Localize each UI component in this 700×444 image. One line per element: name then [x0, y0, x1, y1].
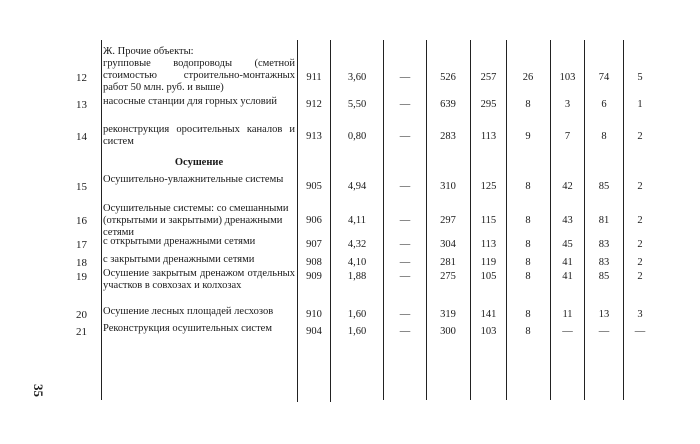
cell-c6: 3 [637, 309, 643, 320]
cell-c4: 41 [562, 257, 573, 268]
row-description: Реконструкция осушительных систем [103, 323, 272, 334]
row-description: Осушение [174, 157, 224, 168]
cell-c5: 85 [598, 271, 610, 282]
cell-c4: 7 [564, 131, 571, 142]
cell-dash: — [399, 309, 411, 320]
cell-c5: 8 [601, 131, 607, 142]
cell-c1: 526 [440, 72, 456, 83]
cell-value: 4,94 [347, 181, 367, 192]
row-description: с закрытыми дренажными сетями [103, 254, 255, 265]
cell-c3: 9 [525, 131, 531, 142]
row-description: с открытыми дренажными сетями [103, 236, 256, 247]
cell-code: 904 [306, 326, 322, 337]
column-rule [470, 40, 471, 400]
page-number: 35 [31, 384, 46, 397]
cell-c1: 297 [440, 215, 456, 226]
cell-dash: — [399, 271, 411, 282]
cell-c6: 2 [637, 131, 643, 142]
cell-c4: 42 [562, 181, 573, 192]
cell-c3: 8 [525, 271, 531, 282]
cell-c3: 8 [525, 181, 531, 192]
row-description: Осушительно-увлажнительные системы [103, 174, 284, 185]
cell-code: 911 [306, 72, 322, 83]
cell-c4: 3 [564, 99, 571, 110]
cell-c5: 85 [598, 181, 610, 192]
cell-c3: 8 [525, 99, 531, 110]
cell-code: 905 [306, 181, 322, 192]
cell-value: 1,60 [347, 309, 367, 320]
cell-c6: 2 [637, 271, 643, 282]
row-description: Осушение лесных площадей лесхозов [103, 306, 274, 317]
cell-c4: 11 [562, 309, 573, 320]
cell-c3: 8 [525, 215, 531, 226]
cell-c1: 319 [440, 309, 456, 320]
column-rule [550, 40, 551, 400]
cell-dash: — [399, 215, 411, 226]
cell-dash: — [399, 326, 411, 337]
column-rule [584, 40, 585, 400]
cell-value: 4,11 [348, 215, 366, 226]
cell-c6: 2 [637, 215, 643, 226]
cell-c4: 43 [562, 215, 573, 226]
cell-code: 913 [306, 131, 322, 142]
row-number: 21 [76, 326, 87, 338]
cell-c3: 8 [525, 326, 531, 337]
row-number: 14 [76, 131, 87, 143]
row-description: групповые водопроводы (сметной стоимостью строительно-монтажных работ 50 млн. руб. и выше) [103, 58, 295, 93]
cell-dash: — [399, 257, 411, 268]
cell-c6: 2 [637, 181, 643, 192]
cell-dash: — [399, 72, 411, 83]
cell-c1: 283 [440, 131, 456, 142]
cell-c1: 304 [440, 239, 456, 250]
column-rule [623, 40, 624, 400]
row-number: 13 [76, 99, 87, 111]
cell-value: 4,32 [347, 239, 367, 250]
cell-c2: 103 [480, 326, 497, 337]
row-number: 19 [76, 271, 87, 283]
column-rule [506, 40, 507, 400]
cell-code: 908 [306, 257, 322, 268]
cell-c5: 6 [601, 99, 607, 110]
cell-c3: 8 [525, 309, 531, 320]
cell-value: 5,50 [347, 99, 367, 110]
row-number: 17 [76, 239, 87, 251]
cell-c2: 125 [480, 181, 497, 192]
cell-c3: 26 [522, 72, 534, 83]
cell-c4: 41 [562, 271, 573, 282]
cell-c6: 2 [637, 239, 643, 250]
cell-c1: 300 [440, 326, 456, 337]
cell-c4: 103 [559, 72, 576, 83]
cell-c6: — [634, 326, 646, 337]
column-rule [297, 40, 298, 402]
cell-dash: — [399, 239, 411, 250]
column-rule [426, 40, 427, 400]
cell-c5: 83 [598, 239, 610, 250]
cell-c5: 13 [598, 309, 610, 320]
cell-value: 3,60 [347, 72, 367, 83]
row-number: 12 [76, 72, 87, 84]
cell-value: 1,88 [347, 271, 367, 282]
cell-code: 906 [306, 215, 322, 226]
column-rule [330, 40, 331, 402]
cell-value: 1,60 [347, 326, 367, 337]
cell-c2: 115 [480, 215, 497, 226]
column-rule [101, 40, 102, 400]
cell-c5: 83 [598, 257, 610, 268]
cell-c3: 8 [525, 239, 531, 250]
row-number: 15 [76, 181, 87, 193]
cell-c5: — [598, 326, 610, 337]
row-description: Ж. Прочие объекты: [103, 46, 194, 57]
cell-code: 907 [306, 239, 322, 250]
cell-c4: 45 [562, 239, 573, 250]
cell-dash: — [399, 181, 411, 192]
cell-c2: 295 [480, 99, 497, 110]
row-description: Осушение закрытым дренажом отдельных участков в совхозах и колхозах [103, 268, 295, 291]
cell-c2: 119 [480, 257, 497, 268]
cell-c2: 113 [480, 239, 497, 250]
cell-c2: 113 [480, 131, 497, 142]
cell-c6: 1 [637, 99, 643, 110]
cell-code: 912 [306, 99, 322, 110]
row-description: Осушительные системы: со смешанными (открытыми и закрытыми) дренажными сетями [103, 203, 289, 238]
row-number: 18 [76, 257, 87, 269]
column-rule [383, 40, 384, 400]
cell-c2: 257 [480, 72, 497, 83]
cell-code: 909 [306, 271, 322, 282]
cell-value: 0,80 [347, 131, 367, 142]
cell-dash: — [399, 131, 411, 142]
cell-c4: — [562, 326, 573, 337]
cell-c1: 639 [440, 99, 456, 110]
cell-c2: 141 [480, 309, 497, 320]
cell-c1: 310 [440, 181, 456, 192]
cell-c6: 2 [637, 257, 643, 268]
row-number: 20 [76, 309, 87, 321]
cell-code: 910 [306, 309, 322, 320]
row-description: насосные станции для горных условий [103, 96, 277, 107]
cell-dash: — [399, 99, 411, 110]
cell-c5: 81 [598, 215, 610, 226]
cell-c1: 281 [440, 257, 456, 268]
cell-value: 4,10 [347, 257, 367, 268]
cell-c2: 105 [480, 271, 497, 282]
row-number: 16 [76, 215, 87, 227]
row-description: реконструкция оросительных каналов и систем [103, 124, 295, 147]
cell-c6: 5 [637, 72, 643, 83]
cell-c5: 74 [598, 72, 610, 83]
cell-c3: 8 [525, 257, 531, 268]
cell-c1: 275 [440, 271, 456, 282]
